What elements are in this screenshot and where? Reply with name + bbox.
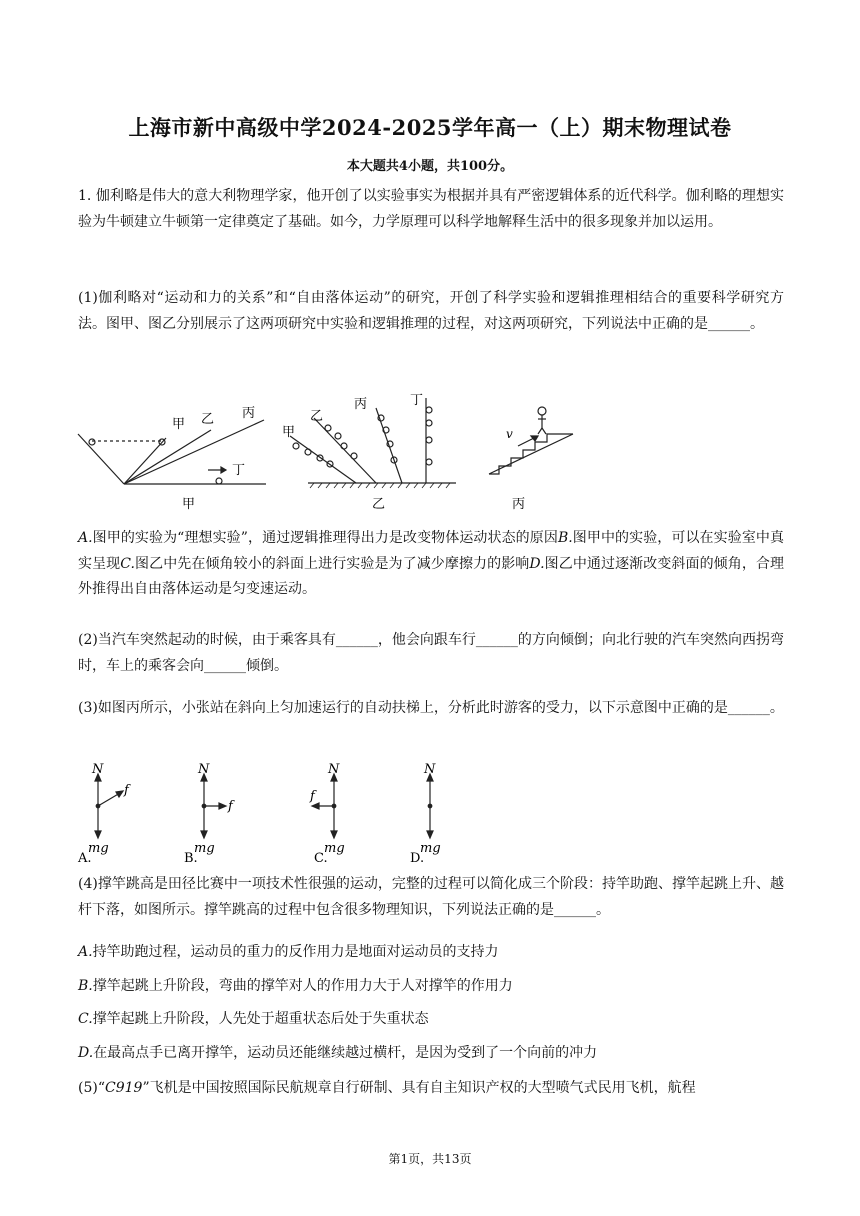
option-b-text: 图甲中的实验，可以在实验室中真实呈现 <box>78 530 784 572</box>
part-5-aircraft-name: C919 <box>105 1080 143 1096</box>
option-b-letter: B. <box>78 977 93 994</box>
option-a-letter: A. <box>78 944 93 960</box>
part-1-stem: (1)伽利略对“运动和力的关系”和“自由落体运动”的研究，开创了科学实验和逻辑推理相结合的重要科学研究方法。图甲、图乙分别展示了这两项研究中实验和逻辑推理的过程，对这两项研究，下列说法中正确的是______。 <box>78 290 784 332</box>
diagram-b <box>201 774 226 838</box>
page-subtitle: 本大题共4小题，共100分。 <box>346 159 514 174</box>
part-5-stem <box>78 1076 784 1102</box>
part-5-block <box>78 1076 784 1102</box>
b-N-label: N <box>198 762 210 777</box>
option-c-letter: C. <box>78 1011 93 1027</box>
a-mg-label: mg <box>88 841 109 856</box>
b-mg-label: mg <box>194 841 215 856</box>
d-mg-label: mg <box>420 841 441 856</box>
option-c-text: 图乙中先在倾角较小的斜面上进行实验是为了减少摩擦力的影响 <box>134 555 530 572</box>
diagram-c <box>312 774 337 838</box>
option-a-text: 图甲的实验为“理想实验”，通过逻辑推理得出力是改变物体运动状态的原因 <box>92 530 558 546</box>
jia-label-yi: 乙 <box>201 412 215 427</box>
part-1-block <box>78 286 784 337</box>
a-N-label: N <box>92 762 104 777</box>
option-c-text: 撑竿起跳上升阶段，人先处于超重状态后处于失重状态 <box>92 1011 429 1027</box>
c-mg-label: mg <box>324 841 345 856</box>
yi-caption: 乙 <box>372 497 386 512</box>
bing-velocity-label: v <box>506 427 513 441</box>
option-a-text: 持竿助跑过程，运动员的重力的反作用力是地面对运动员的支持力 <box>92 944 499 960</box>
question-1-intro: 1. 伽利略是伟大的意大利物理学家，他开创了以实验事实为根据并具有严密逻辑体系的近代科学。伽利略的理想实验为牛顿建立牛顿第一定律奠定了基础。如今，力学原理可以科学地解释生活中的很多现象并加以运用。 <box>78 188 784 230</box>
figure-1-experiments <box>76 390 596 512</box>
yi-label-jia: 甲 <box>282 425 296 440</box>
page-title: 上海市新中高级中学2024-2025学年高一（上）期末物理试卷 <box>128 115 732 140</box>
jia-caption: 甲 <box>182 497 196 512</box>
yi-label-bing: 丙 <box>354 397 368 412</box>
part-2-block <box>78 628 784 679</box>
bing-caption: 丙 <box>512 497 526 512</box>
part-1-options-paragraph <box>78 526 784 603</box>
part-4-options <box>78 940 784 1066</box>
jia-label-jia: 甲 <box>172 417 186 432</box>
diagram-a <box>95 774 123 838</box>
c-option-label: C. <box>314 851 328 866</box>
yi-label-yi: 乙 <box>310 409 324 424</box>
figure-2-force-diagrams <box>76 758 456 866</box>
part-3-stem: (3)如图丙所示，小张站在斜向上匀加速运行的自动扶梯上，分析此时游客的受力，以下示意图中正确的是______。 <box>78 700 784 716</box>
option-d-letter: D. <box>529 555 545 572</box>
part-5-prefix: (5)“ <box>78 1080 105 1096</box>
d-option-label: D. <box>410 851 425 866</box>
question-1-intro-block <box>78 184 784 235</box>
part-4-block <box>78 872 784 923</box>
option-a-letter: A. <box>78 530 93 546</box>
option-b-text: 撑竿起跳上升阶段，弯曲的撑竿对人的作用力大于人对撑竿的作用力 <box>92 977 513 994</box>
c-f-label: f <box>310 789 315 804</box>
part-2-stem: (2)当汽车突然起动的时候，由于乘客具有______，他会向跟车行______的方向倾倒；向北行驶的汽车突然向西拐弯时，车上的乘客会向______倾倒。 <box>78 632 784 674</box>
option-c-letter: C. <box>120 555 135 572</box>
figure-bing-escalator <box>489 407 573 474</box>
option-b-letter: B. <box>557 530 573 546</box>
part-1-options <box>78 526 784 603</box>
part-4-option-c <box>78 1007 784 1033</box>
diagram-d <box>427 774 433 838</box>
option-d-letter: D. <box>78 1044 94 1061</box>
a-option-label: A. <box>78 851 92 866</box>
b-f-label: f <box>228 799 233 814</box>
part-3-block <box>78 696 784 722</box>
a-f-label: f <box>124 783 129 798</box>
part-4-option-d <box>78 1041 784 1067</box>
yi-label-ding: 丁 <box>410 393 424 408</box>
part-4-option-b <box>78 974 784 1000</box>
b-option-label: B. <box>184 851 198 866</box>
jia-label-bing: 丙 <box>242 406 256 421</box>
jia-label-ding: 丁 <box>232 463 246 478</box>
page-footer: 第1页，共13页 <box>388 1152 472 1166</box>
c-N-label: N <box>328 762 340 777</box>
part-4-option-a <box>78 940 784 966</box>
option-d-text: 图乙中通过逐渐改变斜面的倾角，合理外推得出自由落体运动是匀变速运动。 <box>78 555 785 597</box>
d-N-label: N <box>424 762 436 777</box>
part-5-text: ”飞机是中国按照国际民航规章自行研制、具有自主知识产权的大型喷气式民用飞机，航程 <box>142 1080 696 1096</box>
option-d-text: 在最高点手已离开撑竿，运动员还能继续越过横杆，是因为受到了一个向前的冲力 <box>93 1044 598 1061</box>
part-4-stem: (4)撑竿跳高是田径比赛中一项技术性很强的运动，完整的过程可以简化成三个阶段：持竿助跑、撑竿起跳上升、越杆下落，如图所示。撑竿跳高的过程中包含很多物理知识，下列说法正确的是______。 <box>78 876 784 918</box>
